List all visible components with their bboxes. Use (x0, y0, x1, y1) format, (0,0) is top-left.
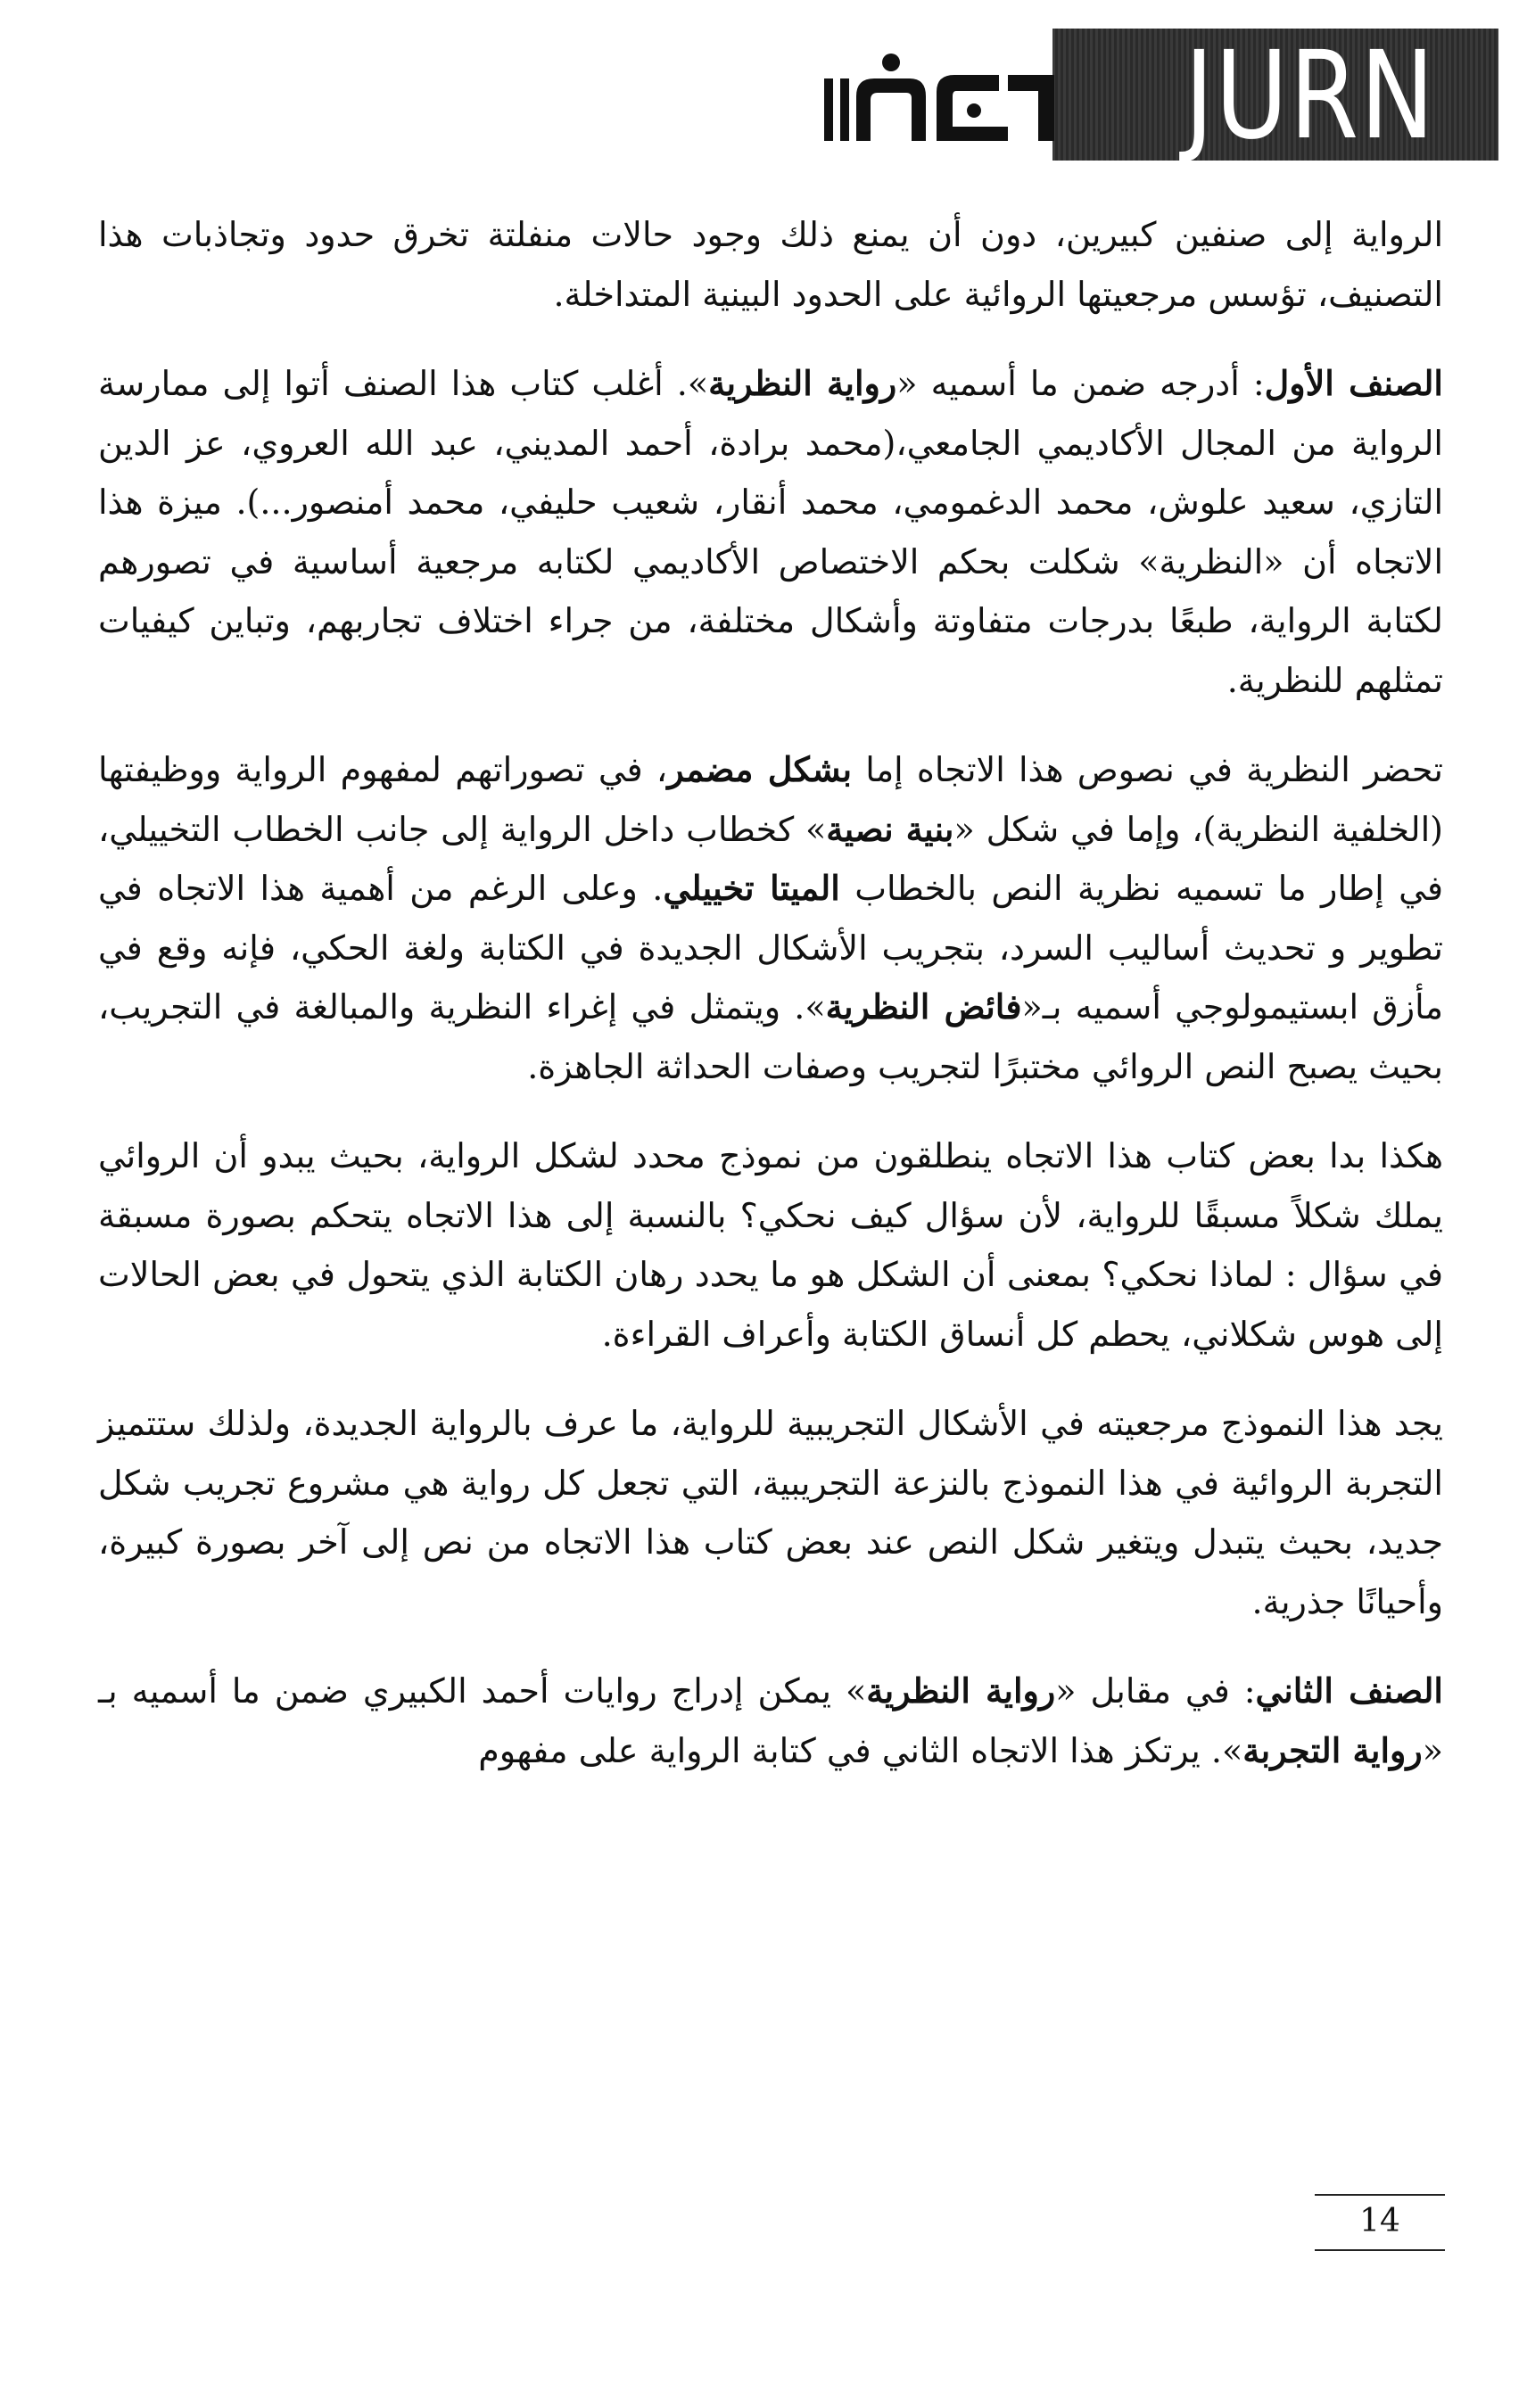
section-heading-first: الصنف الأول (1264, 363, 1443, 403)
bold-term: رواية النظرية (866, 1670, 1056, 1711)
masthead (785, 26, 1498, 167)
bold-term: رواية التجربة (1242, 1729, 1423, 1770)
article-body (98, 205, 1443, 1810)
paragraph-3: تحضر النظرية في نصوص هذا الاتجاه إما بشكل مضمر، في تصوراتهم لمفهوم الرواية ووظيفتها (الخلفية النظرية)، وإما في شكل «بنية نصية» كخطاب داخل الرواية إلى جانب الخطاب التخييلي، في إطار ما تسميه نظرية النص بالخطاب الميتا تخييلي. وعلى الرغم من أهمية هذا الاتجاه في تطوير و تحديث أساليب السرد، بتجريب الأشكال الجديدة في الكتابة ولغة الحكي، فإنه وقع في مأزق ابستيمولوجي أسميه بـ«فائض النظرية». ويتمثل في إغراء النظرية والمبالغة في التجريب، بحيث يصبح النص الروائي مختبرًا لتجريب وصفات الحداثة الجاهزة. (98, 749, 1443, 1086)
paragraph-5: يجد هذا النموذج مرجعيته في الأشكال التجريبية للرواية، ما عرف بالرواية الجديدة، ولذلك ستتميز التجربة الروائية في هذا النموذج بالنزعة التجريبية، التي تجعل كل رواية هي مشروع تجريب شكل جديد، بحيث يتبدل ويتغير شكل النص عند بعض كتاب هذا الاتجاه من نص إلى آخر بصورة كبيرة، وأحيانًا جذرية. (98, 1404, 1443, 1621)
bold-term: الميتا تخييلي (663, 868, 840, 908)
paragraph-6: الصنف الثاني: في مقابل «رواية النظرية» يمكن إدراج روايات أحمد الكبيري ضمن ما أسميه بـ «رواية التجربة». يرتكز هذا الاتجاه الثاني في كتابة الرواية على مفهوم (98, 1670, 1443, 1770)
paragraph-4: هكذا بدا بعض كتاب هذا الاتجاه ينطلقون من نموذج محدد لشكل الرواية، بحيث يبدو أن الروائي يملك شكلاً مسبقًا للرواية، لأن سؤال كيف نحكي؟ بالنسبة إلى هذا الاتجاه يتحكم بصورة مسبقة في سؤال : لماذا نحكي؟ بمعنى أن الشكل هو ما يحدد رهان الكتابة الذي يتحول في بعض الحالات إلى هوس شكلاني، يحطم كل أنساق الكتابة وأعراف القراءة. (98, 1136, 1443, 1354)
bold-term: فائض النظرية (825, 986, 1022, 1027)
masthead-arabic-logo-icon (821, 43, 1061, 150)
bold-term: بنية نصية (826, 808, 954, 849)
section-heading-second: الصنف الثاني (1255, 1670, 1443, 1711)
bold-term: رواية النظرية (708, 363, 897, 403)
paragraph-1: الرواية إلى صنفين كبيرين، دون أن يمنع ذلك وجود حالات منفلتة تخرق حدود وتجاذبات هذا التصنيف، تؤسس مرجعيتها الروائية على الحدود البينية المتداخلة. (98, 215, 1443, 314)
masthead-latin-title: JURN (1184, 26, 1436, 167)
paragraph-2: الصنف الأول: أدرجه ضمن ما أسميه «رواية النظرية». أغلب كتاب هذا الصنف أتوا إلى ممارسة الرواية من المجال الأكاديمي الجامعي،(محمد برادة، أحمد المديني، عبد الله العروي، عز الدين التازي، سعيد علوش، محمد الدغمومي، محمد أنقار، شعيب حليفي، محمد أمنصور...). ميزة هذا الاتجاه أن «النظرية» شكلت بحكم الاختصاص الأكاديمي لكتابه مرجعية أساسية في تصورهم لكتابة الرواية، طبعًا بدرجات متفاوتة وأشكال مختلفة، من جراء اختلاف تجاربهم، وتباين كيفيات تمثلهم للنظرية. (98, 363, 1444, 700)
bold-term: بشكل مضمر (667, 749, 853, 789)
masthead-band (1052, 26, 1498, 167)
page-number: 14 (1315, 2194, 1445, 2251)
